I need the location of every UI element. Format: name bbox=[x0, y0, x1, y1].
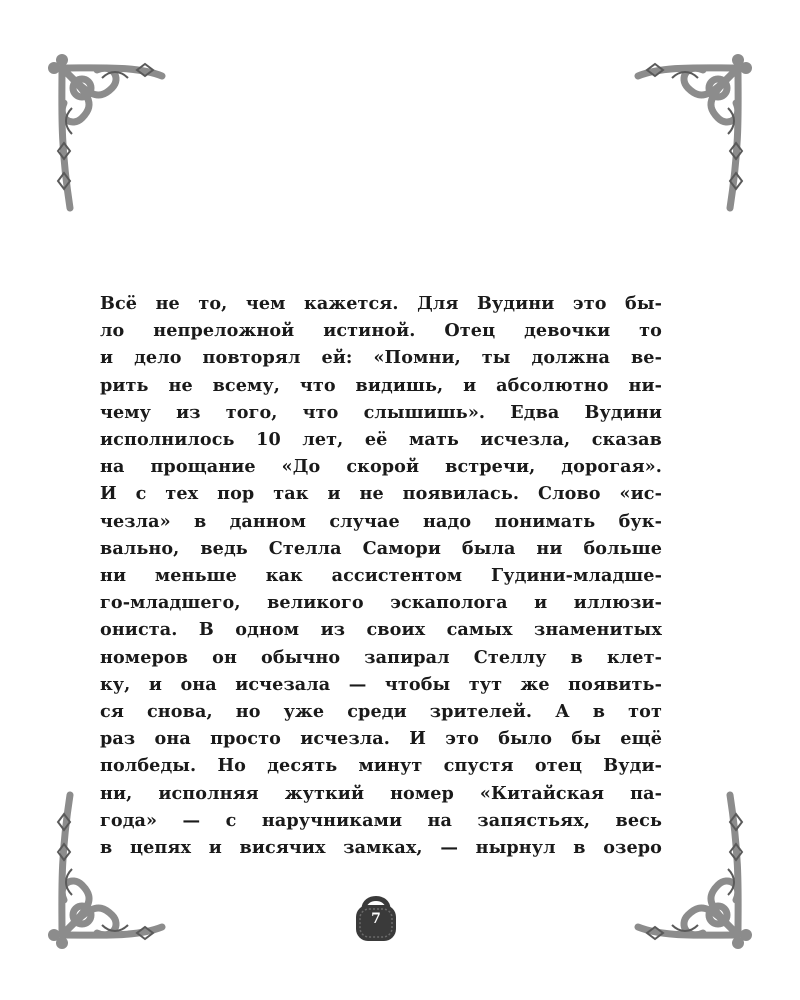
corner-ornament-top-right-icon bbox=[633, 48, 758, 213]
text-line: ку, и она исчезала — чтобы тут же появить- bbox=[100, 673, 662, 695]
text-line: исполнилось 10 лет, её мать исчезла, сказав bbox=[100, 429, 662, 451]
text-line: вально, ведь Стелла Самори была ни больше bbox=[100, 537, 662, 559]
body-paragraph bbox=[100, 290, 662, 861]
text-line: номеров он обычно запирал Стеллу в клет- bbox=[100, 646, 662, 668]
text-line: раз она просто исчезла. И это было бы ещё bbox=[100, 728, 662, 750]
page-number: 7 bbox=[371, 911, 381, 927]
text-line: И с тех пор так и не появилась. Слово «ис- bbox=[100, 483, 662, 505]
text-line: чезла» в данном случае надо понимать бук- bbox=[100, 510, 662, 532]
text-line: в цепях и висячих замках, — нырнул в озеро bbox=[100, 837, 662, 859]
page-number-badge bbox=[352, 887, 400, 945]
text-line: на прощание «До скорой встречи, дорогая». bbox=[100, 456, 662, 478]
text-line: чему из того, что слышишь». Едва Вудини bbox=[100, 401, 662, 423]
text-line: полбеды. Но десять минут спустя отец Вуди- bbox=[100, 755, 662, 777]
text-line: рить не всему, что видишь, и абсолютно ни- bbox=[100, 374, 662, 396]
text-line: го-младшего, великого эскапологa и иллюзи- bbox=[100, 592, 662, 614]
text-line: ся снова, но уже среди зрителей. А в тот bbox=[100, 701, 662, 723]
text-line: ни, исполняя жуткий номер «Китайская па- bbox=[100, 782, 662, 804]
text-line: ониста. В одном из своих самых знаменитых bbox=[100, 619, 662, 641]
corner-ornament-top-left-icon bbox=[42, 48, 167, 213]
text-line: Всё не то, чем кажется. Для Вудини это бы- bbox=[100, 293, 662, 314]
text-line: года» — с наручниками на запястьях, весь bbox=[100, 809, 662, 831]
text-line: ни меньше как ассистентом Гудини-младше- bbox=[100, 565, 662, 587]
text-line: и дело повторял ей: «Помни, ты должна ве- bbox=[100, 347, 662, 369]
text-line: ло непреложной истиной. Отец девочки то bbox=[100, 320, 662, 342]
